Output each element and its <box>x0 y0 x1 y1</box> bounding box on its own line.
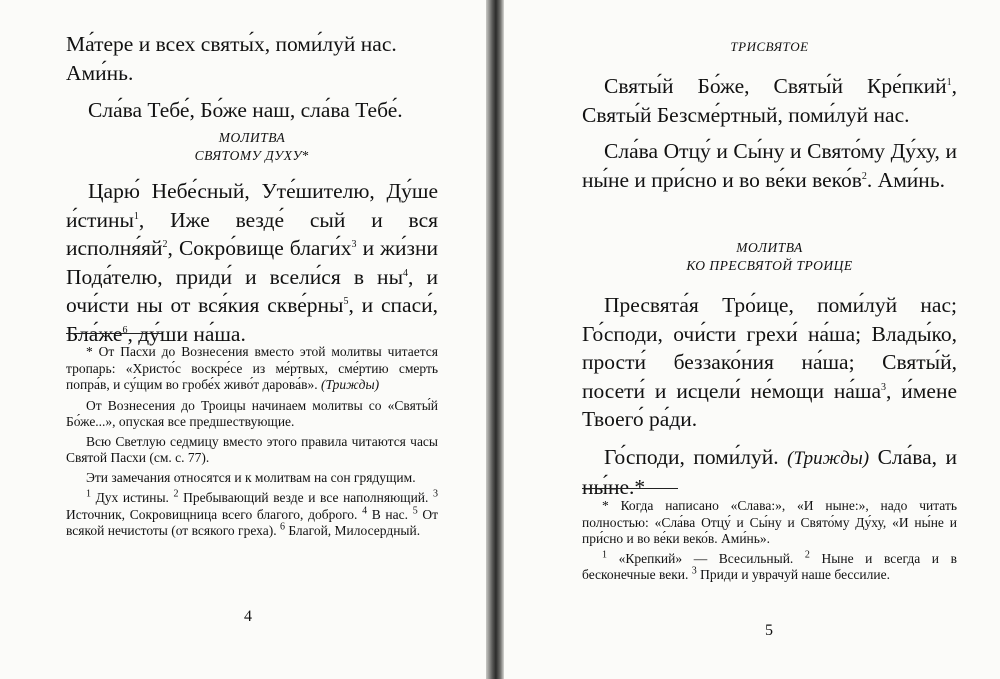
gloss-run: Дух истины. <box>91 490 174 505</box>
gloss-right-run: Ныне и всегда и в бесконечные веки. <box>582 550 957 582</box>
gloss-right-note-ref: 1 <box>602 549 607 560</box>
prayer-note-ref: 2 <box>162 238 168 250</box>
heading-trinity-line-1: МОЛИТВА <box>736 240 803 255</box>
glory-run: Сла́ва Отцу́ и Сы́ну и Свято́му Ду́ху, и ны́не и при́сно и во ве́ки веко́в <box>582 139 957 192</box>
prayer-holy-trinity <box>582 291 957 434</box>
trisagion-run: Святы́й Бо́же, Святы́й Кре́пкий <box>604 74 947 98</box>
gloss-run: Пребывающий везде и все наполняющий. <box>178 490 433 505</box>
gloss-run: Источник, Сокровищница всего благого, доброго. <box>66 506 363 522</box>
prayer-run: , и очи́сти ны от вся́кия скве́рны <box>66 264 438 317</box>
gloss-note-ref: 5 <box>412 505 418 516</box>
prayer-note-ref: 5 <box>343 295 349 307</box>
prayer-run: и жи́зни Пода́телю, приди́ и всели́ся в ны <box>66 236 438 289</box>
footnote-thrice: (Трижды) <box>320 377 380 392</box>
gloss-note-ref: 2 <box>173 488 179 500</box>
glory-and-now: Сла́ва, и ны́не.* <box>582 444 958 499</box>
heading-line-2: СВЯТОМУ ДУХУ <box>194 148 303 163</box>
footnote-glory-rule: * Когда написано «Слава:», «И ныне:», надо читать полностью: «Сла́ва Отцу́ и Сы́ну и Свято́му Ду́ху, «И ны́не и при́сно и во ве́ки веко́в. Ами́нь». <box>582 498 957 546</box>
footnote-paschal: * От Пасхи до Вознесения вместо этой молитвы читается тропарь: «Христо́с воскре́се из ме́ртвых, сме́ртию смерть попра́в, и су́щим во гробе́х живо́т дарова́в». <box>66 344 438 392</box>
trisagion-note-ref: 1 <box>946 76 952 88</box>
prayer-run: Царю́ Небе́сный, Уте́шителю, Ду́ше и́стины <box>66 179 438 232</box>
heading-holy-spirit <box>66 129 438 165</box>
gloss-run: От всякой нечистоты (от всякого греха). <box>66 506 439 538</box>
prayer-note-ref: 6 <box>122 324 128 336</box>
gloss-run: Благой, Милосердный. <box>284 523 421 538</box>
lord-have-mercy <box>582 443 957 502</box>
footnote-rule-right <box>582 488 678 489</box>
gloss-right-run: «Крепкий» — Всесильный. <box>607 550 805 566</box>
footnote-sleep-prayers: Эти замечания относятся и к молитвам на сон грядущим. <box>86 469 416 485</box>
left-line-1: Ма́тере и всех святы́х, поми́луй нас. <box>66 32 397 56</box>
prayer-run: , Сокро́вище благи́х <box>167 236 352 260</box>
prayer-run: , ду́ши на́ша. <box>127 321 246 346</box>
trisagion <box>582 72 957 129</box>
running-head: ТРИСВЯТОЕ <box>730 39 809 54</box>
left-line-2: Ами́нь. <box>66 60 134 85</box>
right-page <box>504 0 1000 679</box>
left-page <box>0 0 486 679</box>
kyrie-text: Го́споди, поми́луй. <box>604 444 779 469</box>
glory-run: . Ами́нь. <box>866 167 945 192</box>
gloss-right-note-ref: 3 <box>691 565 697 577</box>
glory-note-ref: 2 <box>861 170 867 182</box>
heading-trinity-line-2: КО ПРЕСВЯТОЙ ТРОИЦЕ <box>686 258 853 273</box>
prayer-note-ref: 1 <box>133 210 139 222</box>
page-number-right: 5 <box>765 622 773 639</box>
footnote-ascension: От Вознесения до Троицы начинаем молитвы со «Святы́й Бо́же...», опуская все предшествующие. <box>66 397 438 429</box>
right-footnotes <box>582 498 957 584</box>
book-gutter <box>486 0 504 679</box>
word-glosses-right <box>582 551 957 584</box>
prayer-note-ref: 3 <box>351 238 357 250</box>
trinity-run: , и́мене Твоего́ ра́ди. <box>582 378 957 431</box>
trinity-note-ref: 3 <box>881 381 887 393</box>
glory-be <box>582 137 957 194</box>
prayer-run: , Иже везде́ сый и вся исполня́яй <box>66 207 438 260</box>
prayer-run: , и спаси́, Бла́же <box>66 293 438 346</box>
gloss-note-ref: 1 <box>86 488 91 500</box>
gloss-right-run: Приди и уврачуй наше бессилие. <box>696 567 890 582</box>
trinity-run: Пресвята́я Тро́ице, поми́луй нас; Го́споди, очи́сти грехи́ на́ша; Влады́ко, прости́ беззако́ния на́ша; Святы́й, посети́ и исцели́ не́мощи на́ша <box>582 293 957 403</box>
heading-footnote-mark: * <box>302 148 310 163</box>
gloss-note-ref: 3 <box>432 488 438 500</box>
gloss-right-note-ref: 2 <box>804 549 810 560</box>
heading-line-1: МОЛИТВА <box>218 130 286 145</box>
page-number-left: 4 <box>244 608 252 625</box>
footnote-rule <box>66 333 162 334</box>
trisagion-run: , Святы́й Безсме́ртный, поми́луй нас. <box>582 74 957 127</box>
left-doxology: Сла́ва Тебе́, Бо́же наш, сла́ва Тебе́. <box>88 98 403 122</box>
gloss-note-ref: 6 <box>279 521 285 533</box>
footnote-bright-week: Всю Светлую седмицу вместо этого правила читаются часы Святой Пасхи (см. с. 77). <box>66 433 438 465</box>
word-glosses <box>66 490 438 540</box>
heading-trinity <box>582 239 957 275</box>
left-footnotes <box>66 344 438 540</box>
prayer-note-ref: 4 <box>403 267 409 279</box>
gloss-run: В нас. <box>367 506 413 522</box>
kyrie-thrice: (Трижды) <box>787 447 870 469</box>
gloss-note-ref: 4 <box>362 505 368 516</box>
prayer-heavenly-king <box>66 177 438 348</box>
